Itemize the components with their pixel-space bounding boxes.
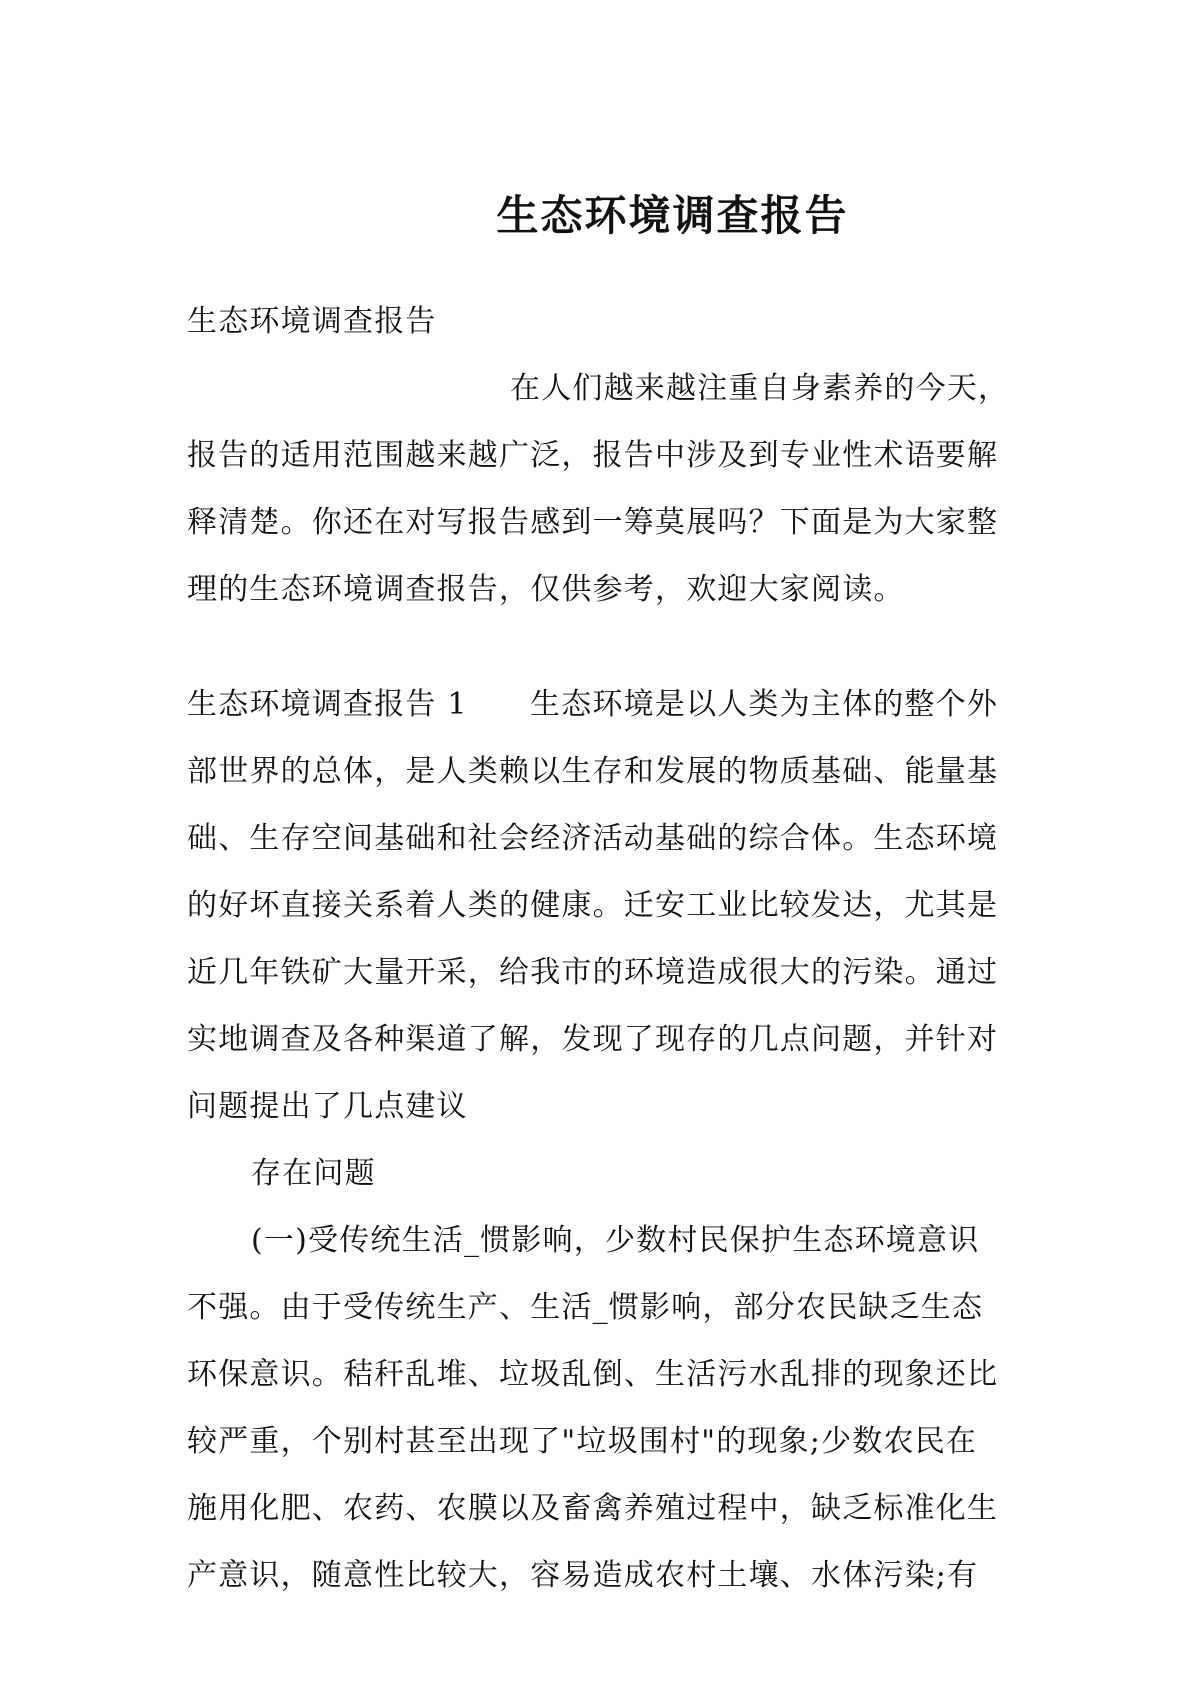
body-text-line: 的好坏直接关系着人类的健康。迁安工业比较发达，尤其是 bbox=[187, 888, 999, 923]
body-text-line: (一)受传统生活_惯影响，少数村民保护生态环境意识 bbox=[251, 1223, 980, 1258]
body-text-line: 实地调查及各种渠道了解，发现了现存的几点问题，并针对 bbox=[187, 1022, 999, 1057]
body-text-line: 在人们越来越注重自身素养的今天， bbox=[510, 371, 1010, 406]
body-text-line: 施用化肥、农药、农膜以及畜禽养殖过程中，缺乏标准化生 bbox=[187, 1491, 999, 1526]
body-text-line: 问题提出了几点建议 bbox=[187, 1089, 468, 1124]
body-text-line: 不强。由于受传统生产、生活_惯影响，部分农民缺乏生态 bbox=[187, 1290, 984, 1325]
body-text-line: 部世界的总体，是人类赖以生存和发展的物质基础、能量基 bbox=[187, 754, 999, 789]
body-text-line: 释清楚。你还在对写报告感到一筹莫展吗？下面是为大家整 bbox=[187, 505, 999, 540]
body-text-line: 生态环境调查报告 1 生态环境是以人类为主体的整个外 bbox=[187, 687, 999, 722]
body-text-line: 较严重，个别村甚至出现了"垃圾围村"的现象;少数农民在 bbox=[187, 1424, 978, 1459]
body-text-line: 报告的适用范围越来越广泛，报告中涉及到专业性术语要解 bbox=[187, 438, 999, 473]
body-text-line: 理的生态环境调查报告，仅供参考，欢迎大家阅读。 bbox=[187, 572, 905, 607]
document-title: 生态环境调查报告 bbox=[496, 191, 849, 240]
body-text-line: 础、生存空间基础和社会经济活动基础的综合体。生态环境 bbox=[187, 821, 999, 856]
body-text-line: 产意识，随意性比较大，容易造成农村土壤、水体污染;有 bbox=[187, 1558, 979, 1593]
body-text-line: 环保意识。秸秆乱堆、垃圾乱倒、生活污水乱排的现象还比 bbox=[187, 1357, 999, 1392]
document-subtitle: 生态环境调查报告 bbox=[187, 304, 437, 339]
body-text-line: 存在问题 bbox=[251, 1156, 376, 1191]
body-text-line: 近几年铁矿大量开采，给我市的环境造成很大的污染。通过 bbox=[187, 955, 999, 990]
